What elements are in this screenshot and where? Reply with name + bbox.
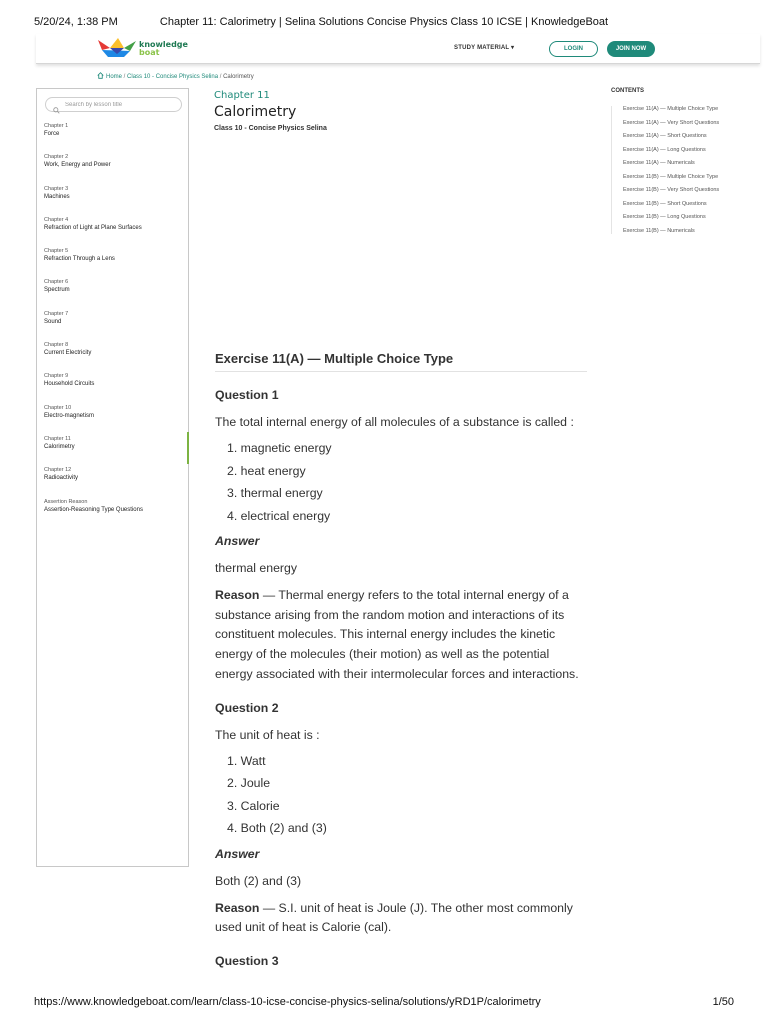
chapter-name: Calorimetry [44,443,75,450]
toc-item[interactable]: Exercise 11(B) — Very Short Questions [623,187,720,193]
answer-text: thermal energy [215,561,298,575]
reason-label: Reason [215,900,260,915]
logo-wordmark [139,41,188,57]
sidebar-item-chapter-6[interactable] [37,279,188,310]
breadcrumb-home[interactable]: Home [106,74,123,80]
page-title: Calorimetry [214,104,297,120]
toc-item[interactable]: Exercise 11(B) — Short Questions [623,200,707,207]
sidebar-item-chapter-2[interactable] [37,154,188,185]
option-item: 3. Calorie [227,798,280,813]
breadcrumb [97,72,254,81]
logo-line2: boat [139,48,160,57]
chapter-number: Chapter 7 [44,310,69,317]
contents-list [611,106,721,234]
sidebar-item-chapter-1[interactable] [37,123,188,154]
contents-toc [611,88,721,241]
option-item: 1. magnetic energy [227,441,332,455]
logo-boat-icon [96,38,138,58]
question-heading: Question 2 [215,700,279,715]
home-icon[interactable] [97,72,104,81]
lesson-search-box [45,97,182,112]
chapter-number: Chapter 11 [44,435,71,442]
sidebar-item-chapter-10[interactable] [37,405,188,436]
lesson-search-input[interactable] [65,100,175,110]
chapter-number: Chapter 1 [44,123,69,129]
print-header [34,16,734,30]
chapter-name: Force [44,131,60,137]
options-list [227,750,587,840]
sidebar-item-assertion-reason[interactable] [37,499,188,530]
join-now-button[interactable]: JOIN NOW [607,41,655,57]
sidebar-item-chapter-12[interactable] [37,467,188,498]
toc-item[interactable]: Exercise 11(B) — Multiple Choice Type [623,173,719,180]
chapter-number: Assertion Reason [44,498,88,505]
chapter-name: Household Circuits [44,381,95,388]
question-text: The unit of heat is : [215,727,320,742]
option-item: 2. Joule [227,776,271,791]
print-page-number: 1/50 [712,996,734,1008]
chapter-number: Chapter 2 [44,154,69,161]
chapter-name: Spectrum [44,287,70,294]
sidebar-item-chapter-4[interactable] [37,217,188,248]
toc-item[interactable]: Exercise 11(B) — Long Questions [623,214,706,220]
chapter-number: Chapter 8 [44,342,69,349]
reason-text: — Thermal energy refers to the total internal energy of a substance arising from the random motion and interactions of its constituent molecules. This internal energy includes the kinetic energy of the molecules (their motion) as well as the potential energy associated with their intermolecular forces and interactions. [215,588,579,681]
knowledgeboat-logo[interactable] [96,38,188,60]
toc-item[interactable]: Exercise 11(A) — Long Questions [623,146,706,153]
sidebar-item-chapter-8[interactable] [37,342,188,373]
chapter-name: Current Electricity [44,350,92,357]
print-url: https://www.knowledgeboat.com/learn/class-10-icse-concise-physics-selina/solutions/yRD1P/calorimetry [34,996,541,1008]
toc-item[interactable]: Exercise 11(B) — Numericals [623,227,695,234]
sidebar-item-chapter-5[interactable] [37,248,188,279]
chapter-name: Radioactivity [44,475,79,482]
toc-item[interactable]: Exercise 11(A) — Numericals [623,160,695,166]
toc-item[interactable]: Exercise 11(A) — Short Questions [623,133,707,139]
chapter-name: Sound [44,318,62,325]
chapter-name: Work, Energy and Power [44,162,111,169]
reason-paragraph [215,586,587,685]
chapter-sidebar [36,88,189,867]
print-footer [34,996,734,1010]
chapter-name: Refraction of Light at Plane Surfaces [44,224,142,231]
reason-paragraph [215,899,587,938]
chapter-label: Chapter 11 [214,90,270,101]
chapter-name: Electro-magnetism [44,412,95,419]
options-list [227,437,587,527]
chapter-number: Chapter 6 [44,279,69,286]
chapter-number: Chapter 3 [44,185,69,192]
reason-label: Reason [215,588,260,602]
option-item: 1. Watt [227,753,266,768]
toc-item[interactable]: Exercise 11(A) — Multiple Choice Type [623,106,719,112]
question-text: The total internal energy of all molecules of a substance is called : [215,415,574,429]
top-navbar [36,34,760,64]
option-item: 4. Both (2) and (3) [227,821,327,836]
sidebar-item-chapter-7[interactable] [37,311,188,342]
print-title: Chapter 11: Calorimetry | Selina Solutions Concise Physics Class 10 ICSE | KnowledgeBoat [159,16,609,28]
question-heading: Question 1 [215,388,279,402]
option-item: 2. heat energy [227,463,306,478]
chapter-number: Chapter 9 [44,373,69,380]
chapter-number: Chapter 12 [44,467,72,474]
exercise-article [215,351,587,968]
answer-heading: Answer [215,846,260,861]
sidebar-item-chapter-3[interactable] [37,186,188,217]
option-item: 4. electrical energy [227,508,331,523]
breadcrumb-separator: / [218,74,224,80]
login-button[interactable]: LOGIN [549,41,598,57]
chapter-list [37,123,188,530]
question-heading: Question 3 [215,953,279,968]
search-icon [53,101,60,119]
breadcrumb-separator: / [122,74,128,80]
answer-text: Both (2) and (3) [215,873,302,888]
exercise-title: Exercise 11(A) — Multiple Choice Type [215,351,587,372]
sidebar-item-chapter-9[interactable] [37,373,188,404]
chapter-name: Machines [44,193,70,200]
sidebar-item-chapter-11[interactable] [37,436,188,467]
contents-heading: CONTENTS [611,88,644,94]
print-date: 5/20/24, 1:38 PM [34,16,118,28]
option-item: 3. thermal energy [227,486,323,500]
reason-text: — S.I. unit of heat is Joule (J). The other most commonly used unit of heat is Calorie (cal). [215,900,573,935]
page-subtitle: Class 10 - Concise Physics Selina [214,125,327,132]
chapter-name: Refraction Through a Lens [44,256,115,263]
chapter-name: Assertion-Reasoning Type Questions [44,506,143,513]
study-material-menu[interactable]: STUDY MATERIAL ▾ [454,45,515,51]
answer-heading: Answer [215,534,260,548]
logo-line1: knowledge [139,40,188,49]
breadcrumb-course[interactable]: Class 10 - Concise Physics Selina [127,74,219,80]
chapter-number: Chapter 4 [44,216,69,223]
toc-item[interactable]: Exercise 11(A) — Very Short Questions [623,119,720,126]
chapter-number: Chapter 5 [44,248,69,255]
chapter-number: Chapter 10 [44,404,72,411]
breadcrumb-current: Calorimetry [223,74,254,80]
